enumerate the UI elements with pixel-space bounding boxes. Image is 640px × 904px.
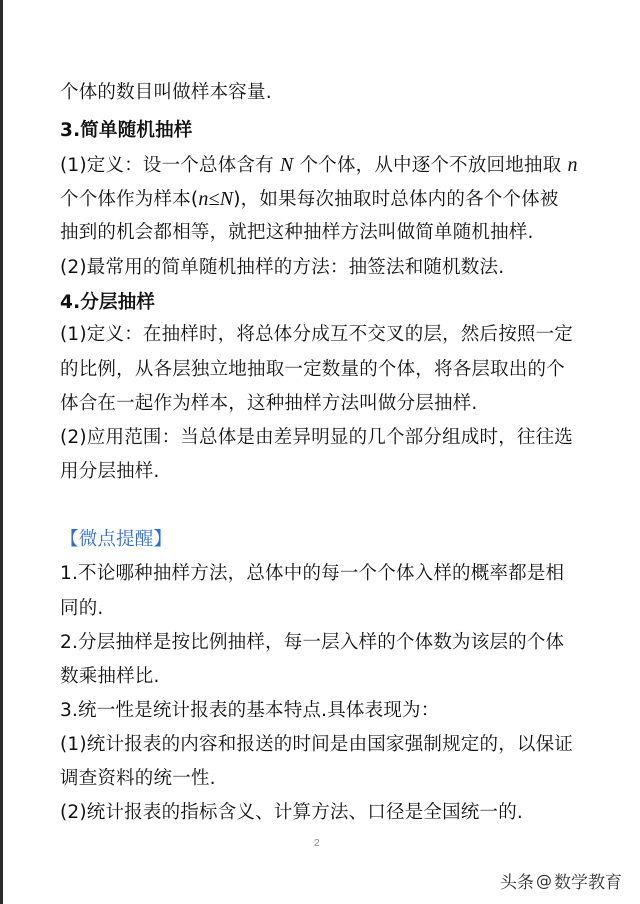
watermark-at: @ bbox=[536, 871, 552, 890]
section-heading-simple-random-sampling: 3.简单随机抽样 bbox=[60, 120, 193, 141]
text-line: 同的. bbox=[60, 598, 104, 619]
text-line: 个体的数目叫做样本容量. bbox=[60, 82, 272, 103]
math-n-le-N: n≤N bbox=[198, 188, 234, 210]
watermark-name: 数学教育 bbox=[554, 873, 622, 893]
page-number: 2 bbox=[314, 838, 320, 849]
text-line: 1.不论哪种抽样方法，总体中的每一个个体入样的概率都是相 bbox=[60, 563, 565, 584]
math-N: N bbox=[279, 154, 294, 176]
text-line: 用分层抽样. bbox=[60, 461, 160, 482]
math-n: n bbox=[567, 154, 578, 176]
text-line: 3.统一性是统计报表的基本特点.具体表现为： bbox=[60, 700, 440, 721]
text-fragment: 个个体作为样本( bbox=[60, 189, 199, 210]
text-line: (1)统计报表的内容和报送的时间是由国家强制规定的，以保证 bbox=[60, 734, 574, 755]
watermark bbox=[500, 868, 622, 893]
text-line: 2.分层抽样是按比例抽样，每一层入样的个体数为该层的个体 bbox=[60, 632, 565, 653]
text-fragment: (1)定义：设一个总体含有 bbox=[60, 155, 274, 176]
text-fragment: )，如果每次抽取时总体内的各个个体被 bbox=[233, 189, 559, 210]
text-fragment: 个个体，从中逐个不放回地抽取 bbox=[299, 155, 562, 176]
text-line: 抽到的机会都相等，就把这种抽样方法叫做简单随机抽样. bbox=[60, 222, 534, 243]
watermark-prefix: 头条 bbox=[500, 873, 534, 893]
text-line: (1)定义：在抽样时，将总体分成互不交叉的层，然后按照一定 bbox=[60, 324, 574, 345]
text-line: (2)统计报表的指标含义、计算方法、口径是全国统一的. bbox=[60, 802, 523, 823]
text-line: 的比例，从各层独立地抽取一定数量的个体，将各层取出的个 bbox=[60, 359, 565, 380]
tip-heading: 【微点提醒】 bbox=[60, 529, 173, 550]
text-line-definition bbox=[60, 152, 620, 179]
text-line: 体合在一起作为样本，这种抽样方法叫做分层抽样. bbox=[60, 393, 478, 414]
text-line-definition-cont bbox=[60, 186, 620, 213]
left-edge-border bbox=[0, 0, 3, 904]
text-line: 数乘抽样比. bbox=[60, 666, 160, 687]
section-heading-stratified-sampling: 4.分层抽样 bbox=[60, 292, 156, 313]
text-line: (2)应用范围：当总体是由差异明显的几个部分组成时，往往选 bbox=[60, 427, 574, 448]
text-line: (2)最常用的简单随机抽样的方法：抽签法和随机数法. bbox=[60, 257, 505, 278]
text-line: 调查资料的统一性. bbox=[60, 768, 216, 789]
